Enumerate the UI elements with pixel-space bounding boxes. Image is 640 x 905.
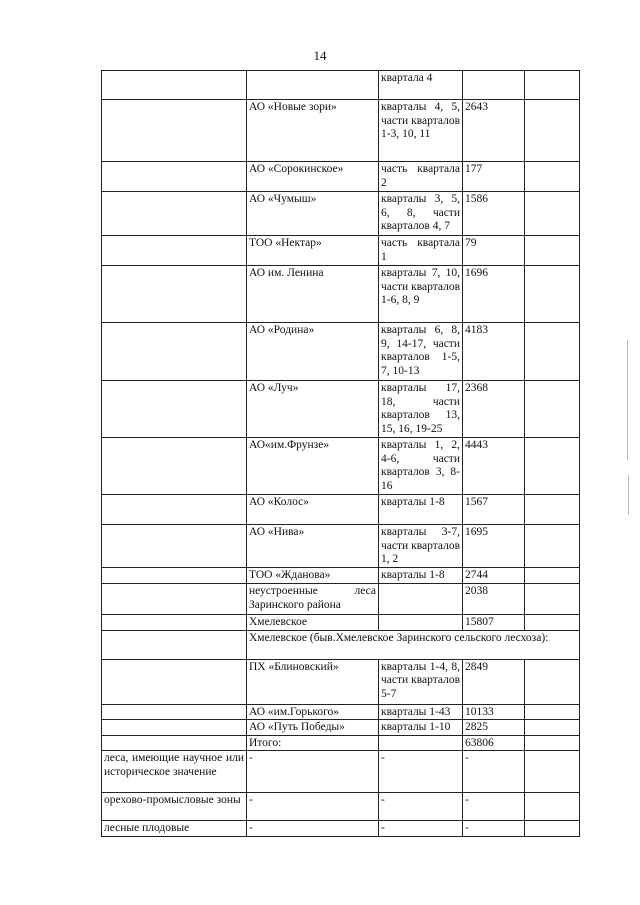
table-row <box>102 584 580 615</box>
category-cell: лесные плодовые <box>102 821 247 837</box>
note-cell <box>525 720 580 736</box>
category-cell: леса, имеющие научное или историческое значение <box>102 751 247 793</box>
holder-cell: АО «Чумыш» <box>247 192 379 236</box>
table-row <box>102 720 580 736</box>
holder-cell: АО «Путь Победы» <box>247 720 379 736</box>
category-cell <box>102 615 247 631</box>
scan-mark <box>628 475 629 515</box>
note-cell <box>525 381 580 438</box>
holder-cell: - <box>247 793 379 821</box>
quarters-cell: кварталы 6, 8, 9, 14-17, части кварталов 1-5, 7, 10-13 <box>379 323 463 381</box>
area-cell: 2744 <box>463 568 525 584</box>
table-row <box>102 615 580 631</box>
category-cell <box>102 495 247 525</box>
holder-cell: АО «Луч» <box>247 381 379 438</box>
area-cell: 1695 <box>463 525 525 568</box>
area-cell: 15807 <box>463 615 525 631</box>
holder-cell: АО «Нива» <box>247 525 379 568</box>
note-cell <box>525 236 580 266</box>
area-cell: 1586 <box>463 192 525 236</box>
category-cell <box>102 323 247 381</box>
quarters-cell: кварталы 1-8 <box>379 495 463 525</box>
note-cell <box>525 438 580 495</box>
quarters-cell: квартала 4 <box>379 71 463 100</box>
holder-cell: АО«им.Фрунзе» <box>247 438 379 495</box>
quarters-cell: кварталы 1-10 <box>379 720 463 736</box>
quarters-cell: кварталы 1-8 <box>379 568 463 584</box>
quarters-cell <box>379 615 463 631</box>
quarters-cell: кварталы 1-43 <box>379 704 463 720</box>
area-cell: 2643 <box>463 100 525 162</box>
quarters-cell: кварталы 7, 10, части кварталов 1-6, 8, 9 <box>379 266 463 323</box>
note-cell <box>525 704 580 720</box>
quarters-cell: часть квартала 2 <box>379 162 463 192</box>
holder-cell: - <box>247 821 379 837</box>
holder-cell: ТОО «Нектар» <box>247 236 379 266</box>
quarters-cell: кварталы 1, 2, 4-6, части кварталов 3, 8-16 <box>379 438 463 495</box>
area-cell: 4183 <box>463 323 525 381</box>
table-row <box>102 793 580 821</box>
category-cell <box>102 162 247 192</box>
quarters-cell: кварталы 17, 18, части кварталов 13, 15, 16, 19-25 <box>379 381 463 438</box>
category-cell <box>102 192 247 236</box>
holder-cell: ТОО «Жданова» <box>247 568 379 584</box>
area-cell: 79 <box>463 236 525 266</box>
area-cell: 10133 <box>463 704 525 720</box>
holder-cell: АО «Колос» <box>247 495 379 525</box>
category-cell: орехово-промысловые зоны <box>102 793 247 821</box>
note-cell <box>525 162 580 192</box>
area-cell: 2368 <box>463 381 525 438</box>
area-cell: 177 <box>463 162 525 192</box>
category-cell <box>102 381 247 438</box>
holder-cell: АО «им.Горького» <box>247 704 379 720</box>
area-cell: 2038 <box>463 584 525 615</box>
section-heading-cell: Хмелевское (быв.Хмелевское Заринского сельского лесхоза): <box>247 630 580 659</box>
area-cell: 1696 <box>463 266 525 323</box>
holder-cell: ПХ «Блиновский» <box>247 659 379 704</box>
category-cell <box>102 525 247 568</box>
holder-cell: АО «Родина» <box>247 323 379 381</box>
category-cell <box>102 266 247 323</box>
holder-cell: АО им. Ленина <box>247 266 379 323</box>
note-cell <box>525 659 580 704</box>
table-row <box>102 751 580 793</box>
table-row <box>102 630 580 659</box>
note-cell <box>525 192 580 236</box>
table-row <box>102 381 580 438</box>
category-cell <box>102 71 247 100</box>
table-row <box>102 735 580 751</box>
table-row <box>102 71 580 100</box>
note-cell <box>525 100 580 162</box>
quarters-cell: кварталы 1-4, 8, части кварталов 5-7 <box>379 659 463 704</box>
area-cell: 2849 <box>463 659 525 704</box>
holder-cell: неустроенные леса Заринского района <box>247 584 379 615</box>
category-cell <box>102 236 247 266</box>
note-cell <box>525 584 580 615</box>
quarters-cell: кварталы 3-7, части кварталов 1, 2 <box>379 525 463 568</box>
quarters-cell: кварталы 3, 5, 6, 8, части кварталов 4, 7 <box>379 192 463 236</box>
area-cell: 4443 <box>463 438 525 495</box>
quarters-cell: часть квартала 1 <box>379 236 463 266</box>
note-cell <box>525 323 580 381</box>
holder-cell: - <box>247 751 379 793</box>
table-row <box>102 162 580 192</box>
table-row <box>102 495 580 525</box>
holder-cell <box>247 71 379 100</box>
table-row <box>102 568 580 584</box>
quarters-cell: - <box>379 793 463 821</box>
note-cell <box>525 751 580 793</box>
area-cell: 63806 <box>463 735 525 751</box>
note-cell <box>525 495 580 525</box>
note-cell <box>525 266 580 323</box>
table-row <box>102 323 580 381</box>
table-row <box>102 266 580 323</box>
category-cell <box>102 704 247 720</box>
quarters-cell <box>379 584 463 615</box>
category-cell <box>102 568 247 584</box>
note-cell <box>525 793 580 821</box>
quarters-cell: - <box>379 751 463 793</box>
table-row <box>102 438 580 495</box>
table-row <box>102 659 580 704</box>
holder-cell: АО «Сорокинское» <box>247 162 379 192</box>
note-cell <box>525 525 580 568</box>
table-row <box>102 704 580 720</box>
category-cell <box>102 100 247 162</box>
note-cell <box>525 821 580 837</box>
area-cell: - <box>463 751 525 793</box>
category-cell <box>102 438 247 495</box>
area-cell <box>463 71 525 100</box>
category-cell <box>102 720 247 736</box>
table-row <box>102 821 580 837</box>
category-cell <box>102 584 247 615</box>
note-cell <box>525 735 580 751</box>
area-cell: - <box>463 821 525 837</box>
quarters-cell: - <box>379 821 463 837</box>
area-cell: - <box>463 793 525 821</box>
holder-cell: Итого: <box>247 735 379 751</box>
category-cell <box>102 659 247 704</box>
page-number: 14 <box>313 48 327 63</box>
table-row <box>102 525 580 568</box>
table-row <box>102 100 580 162</box>
category-cell <box>102 630 247 659</box>
table-row <box>102 236 580 266</box>
scan-mark <box>627 340 628 460</box>
quarters-cell <box>379 735 463 751</box>
category-cell <box>102 735 247 751</box>
area-cell: 2825 <box>463 720 525 736</box>
area-cell: 1567 <box>463 495 525 525</box>
quarters-cell: кварталы 4, 5, части кварталов 1-3, 10, 11 <box>379 100 463 162</box>
forest-table <box>101 70 580 837</box>
table-row <box>102 192 580 236</box>
note-cell <box>525 568 580 584</box>
holder-cell: АО «Новые зори» <box>247 100 379 162</box>
note-cell <box>525 71 580 100</box>
holder-cell: Хмелевское <box>247 615 379 631</box>
note-cell <box>525 615 580 631</box>
